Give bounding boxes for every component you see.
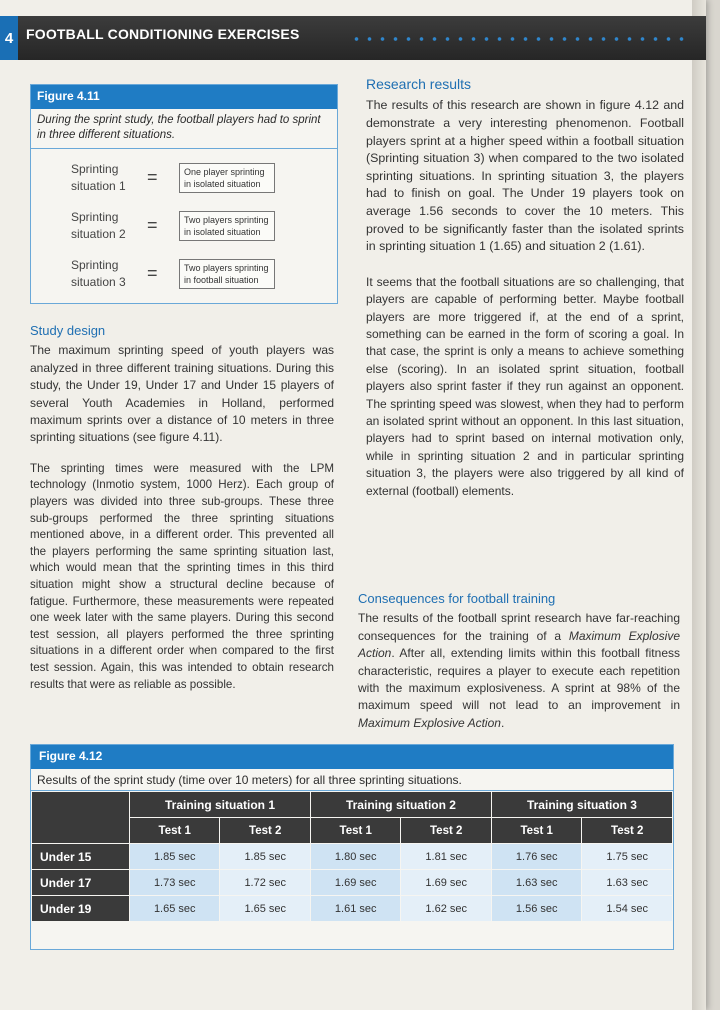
situation-row — [31, 253, 337, 299]
table-cell: 1.61 sec — [310, 896, 400, 922]
table-cell: 1.75 sec — [582, 844, 673, 870]
test-header: Test 2 — [401, 818, 492, 844]
equals-sign: = — [147, 215, 158, 235]
table-row — [32, 870, 673, 896]
situation-name: Sprinting situation 3 — [71, 258, 126, 289]
chapter-title: FOOTBALL CONDITIONING EXERCISES — [26, 26, 300, 42]
results-table — [31, 791, 673, 922]
table-cell: 1.81 sec — [401, 844, 492, 870]
group-header: Training situation 2 — [310, 792, 491, 818]
study-design-paragraph-2: The sprinting times were measured with the LPM technology (Inmotio system, 1000 Herz). Each group of players was divided into three sub-groups. These three sub-groups performed the three sprinting situations mentioned above, in a different order. This prevented all the players performing the same sprinting situation last, which would mean that the sprinting times in this third situation might show a structural decline because of fatigue. Furthermore, these measurements were repeated one week later with the same players. During this second test session, all players performed the three sprinting situations in a different order when compared to the first test session. Again, this was intended to obtain research results that were as reliable as possible. — [30, 461, 334, 691]
table-cell: 1.65 sec — [130, 896, 220, 922]
page-number: 4 — [0, 16, 18, 60]
table-cell: 1.85 sec — [220, 844, 311, 870]
row-header: Under 17 — [32, 870, 130, 896]
table-cell: 1.76 sec — [491, 844, 581, 870]
test-header: Test 2 — [220, 818, 311, 844]
table-cell: 1.56 sec — [491, 896, 581, 922]
research-results-paragraph-1: The results of this research are shown in figure 4.12 and demonstrate a very interesting phenomenon. Football players sprint at a higher speed within a football situation (Sprinting situation 3) when compared to the two isolated sprinting situations. In sprinting situation 3, the players had to finish on goal. The Under 19 players took on average 1.56 seconds to cover the 10 meters. This proved to be significantly faster than the isolated sprints in sprinting situation 1 (1.65) and situation 2 (1.61). — [366, 98, 684, 254]
table-header-row — [32, 792, 673, 818]
table-cell: 1.69 sec — [310, 870, 400, 896]
situation-name: Sprinting situation 1 — [71, 162, 126, 193]
row-header: Under 15 — [32, 844, 130, 870]
table-corner — [32, 792, 130, 844]
figure-label: Figure 4.11 — [31, 85, 337, 109]
figure-4-12 — [30, 744, 674, 950]
figure-caption: Results of the sprint study (time over 10 meters) for all three sprinting situations. — [31, 769, 673, 791]
group-header: Training situation 1 — [130, 792, 311, 818]
table-cell: 1.65 sec — [220, 896, 311, 922]
table-cell: 1.54 sec — [582, 896, 673, 922]
consequences-paragraph: The results of the football sprint research have far-reaching consequences for the training of a Maximum Explosive Action. After all, extending limits within this football fitness characteristic, requires a player to execute each repetition with the maximum explosiveness. A sprint at 98% of the maximum speed will not lead to an improvement in Maximum Explosive Action. — [358, 611, 680, 730]
study-design-paragraph-1: The maximum sprinting speed of youth players was analyzed in three different training situations. During this study, the Under 19, Under 17 and Under 15 players of several Youth Academies in Holland, performed maximum sprints over a distance of 10 meters in three sprinting situations (see figure 4.11). — [30, 343, 334, 445]
test-header: Test 1 — [491, 818, 581, 844]
figure-label: Figure 4.12 — [31, 745, 673, 769]
equals-sign: = — [147, 167, 158, 187]
consequences-heading: Consequences for football training — [358, 591, 556, 606]
test-header: Test 2 — [582, 818, 673, 844]
equals-sign: = — [147, 263, 158, 283]
situation-description: One player sprinting in isolated situation — [179, 163, 275, 193]
figure-caption: During the sprint study, the football players had to sprint in three different situations. — [31, 109, 337, 149]
test-header: Test 1 — [130, 818, 220, 844]
emphasis-term: Maximum Explosive Action — [358, 715, 501, 730]
page-edge — [692, 0, 706, 1010]
table-cell: 1.62 sec — [401, 896, 492, 922]
table-cell: 1.85 sec — [130, 844, 220, 870]
situation-row — [31, 205, 337, 251]
table-row — [32, 844, 673, 870]
group-header: Training situation 3 — [491, 792, 672, 818]
row-header: Under 19 — [32, 896, 130, 922]
table-cell: 1.63 sec — [582, 870, 673, 896]
test-header: Test 1 — [310, 818, 400, 844]
situation-name: Sprinting situation 2 — [71, 210, 126, 241]
situation-description: Two players sprinting in football situation — [179, 259, 275, 289]
table-cell: 1.69 sec — [401, 870, 492, 896]
table-row — [32, 896, 673, 922]
emphasis-term: Maximum Explosive Action — [358, 628, 680, 661]
header-dots-decoration — [350, 36, 690, 42]
table-cell: 1.72 sec — [220, 870, 311, 896]
study-design-heading: Study design — [30, 323, 106, 338]
research-results-paragraph-2: It seems that the football situations are so challenging, that players are capable of performing better. Maybe football players are more triggered if, at the end of a sprint, something can be earned in the form of scoring a goal. In that case, the sprint is only a means to achieve something else (scoring). In an isolated sprint situation, football players also sprint faster if they run against an opponent. The sprinting speed was slowest, when they had to perform an isolated sprint without an opponent. In this last situation, players had to sprint based on internal motivation only, while in sprinting situation 2 and in particular sprinting situation 3, the players were also triggered by all kind of external (football) elements. — [366, 274, 684, 498]
table-cell: 1.80 sec — [310, 844, 400, 870]
consequences-section — [358, 590, 680, 732]
situation-description: Two players sprinting in isolated situation — [179, 211, 275, 241]
research-results-section — [366, 76, 684, 500]
study-design-section — [30, 322, 334, 693]
table-cell: 1.73 sec — [130, 870, 220, 896]
research-results-heading: Research results — [366, 76, 472, 92]
table-cell: 1.63 sec — [491, 870, 581, 896]
situation-row — [31, 157, 337, 203]
figure-4-11 — [30, 84, 338, 304]
